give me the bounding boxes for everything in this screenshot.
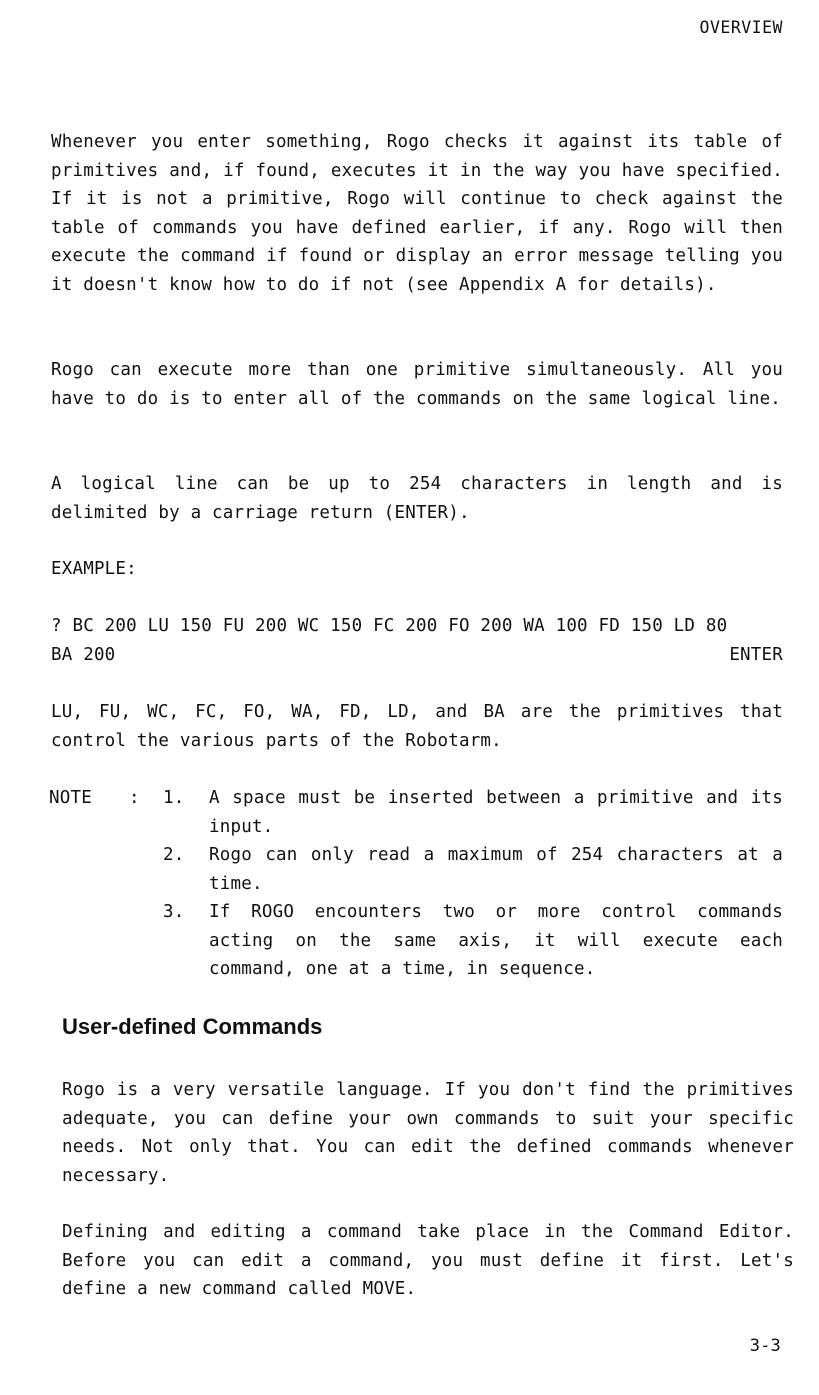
example-line-1: ? BC 200 LU 150 FU 200 WC 150 FC 200 FO 200 WA 100 FD 150 LD 80 bbox=[51, 616, 728, 636]
note-label: NOTE bbox=[49, 788, 92, 808]
paragraph-robotarm-primitives: LU, FU, WC, FC, FO, WA, FD, LD, and BA are the primitives that control the various parts of the Robotarm. bbox=[51, 702, 783, 751]
example-label: EXAMPLE: bbox=[51, 559, 137, 579]
example-line-2 bbox=[51, 641, 783, 670]
paragraph-versatile-language: Rogo is a very versatile language. If you don't find the primitives adequate, you can define your own commands to suit your specific needs. Not only that. You can edit the defined commands whenever necessary. bbox=[62, 1080, 794, 1186]
paragraph-primitives-lookup: Whenever you enter something, Rogo checks it against its table of primitives and, if found, executes it in the way you have specified. If it is not a primitive, Rogo will continue to check against the table of commands you have defined earlier, if any. Rogo will then execute the command if found or display an error message telling you it doesn't know how to do if not (see Appendix A for details). bbox=[51, 132, 783, 295]
note-item-number: 2. bbox=[163, 845, 185, 865]
note-item-text: If ROGO encounters two or more control commands acting on the same axis, it will execute each command, one at a time, in sequence. bbox=[209, 902, 783, 979]
note-item-text: Rogo can only read a maximum of 254 characters at a time. bbox=[209, 845, 783, 894]
paragraph-simultaneous-primitives: Rogo can execute more than one primitive simultaneously. All you have to do is to enter all of the commands on the same logical line. bbox=[51, 360, 783, 409]
note-item-number: 3. bbox=[163, 902, 185, 922]
note-colon: : bbox=[129, 788, 140, 808]
page-number: 3-3 bbox=[749, 1336, 781, 1356]
note-item-text: A space must be inserted between a primitive and its input. bbox=[209, 788, 783, 837]
paragraph-command-editor: Defining and editing a command take place in the Command Editor. Before you can edit a command, you must define it first. Let's define a new command called MOVE. bbox=[62, 1222, 794, 1299]
note-item-number: 1. bbox=[163, 788, 185, 808]
section-heading: User-defined Commands bbox=[62, 1014, 323, 1039]
paragraph-logical-line: A logical line can be up to 254 characters in length and is delimited by a carriage return (ENTER). bbox=[51, 474, 783, 523]
example-command bbox=[51, 612, 783, 669]
note-block bbox=[49, 784, 785, 984]
enter-key-label: ENTER bbox=[729, 644, 783, 665]
running-header: OVERVIEW bbox=[699, 18, 783, 37]
example-line-2-text: BA 200 bbox=[51, 644, 116, 665]
